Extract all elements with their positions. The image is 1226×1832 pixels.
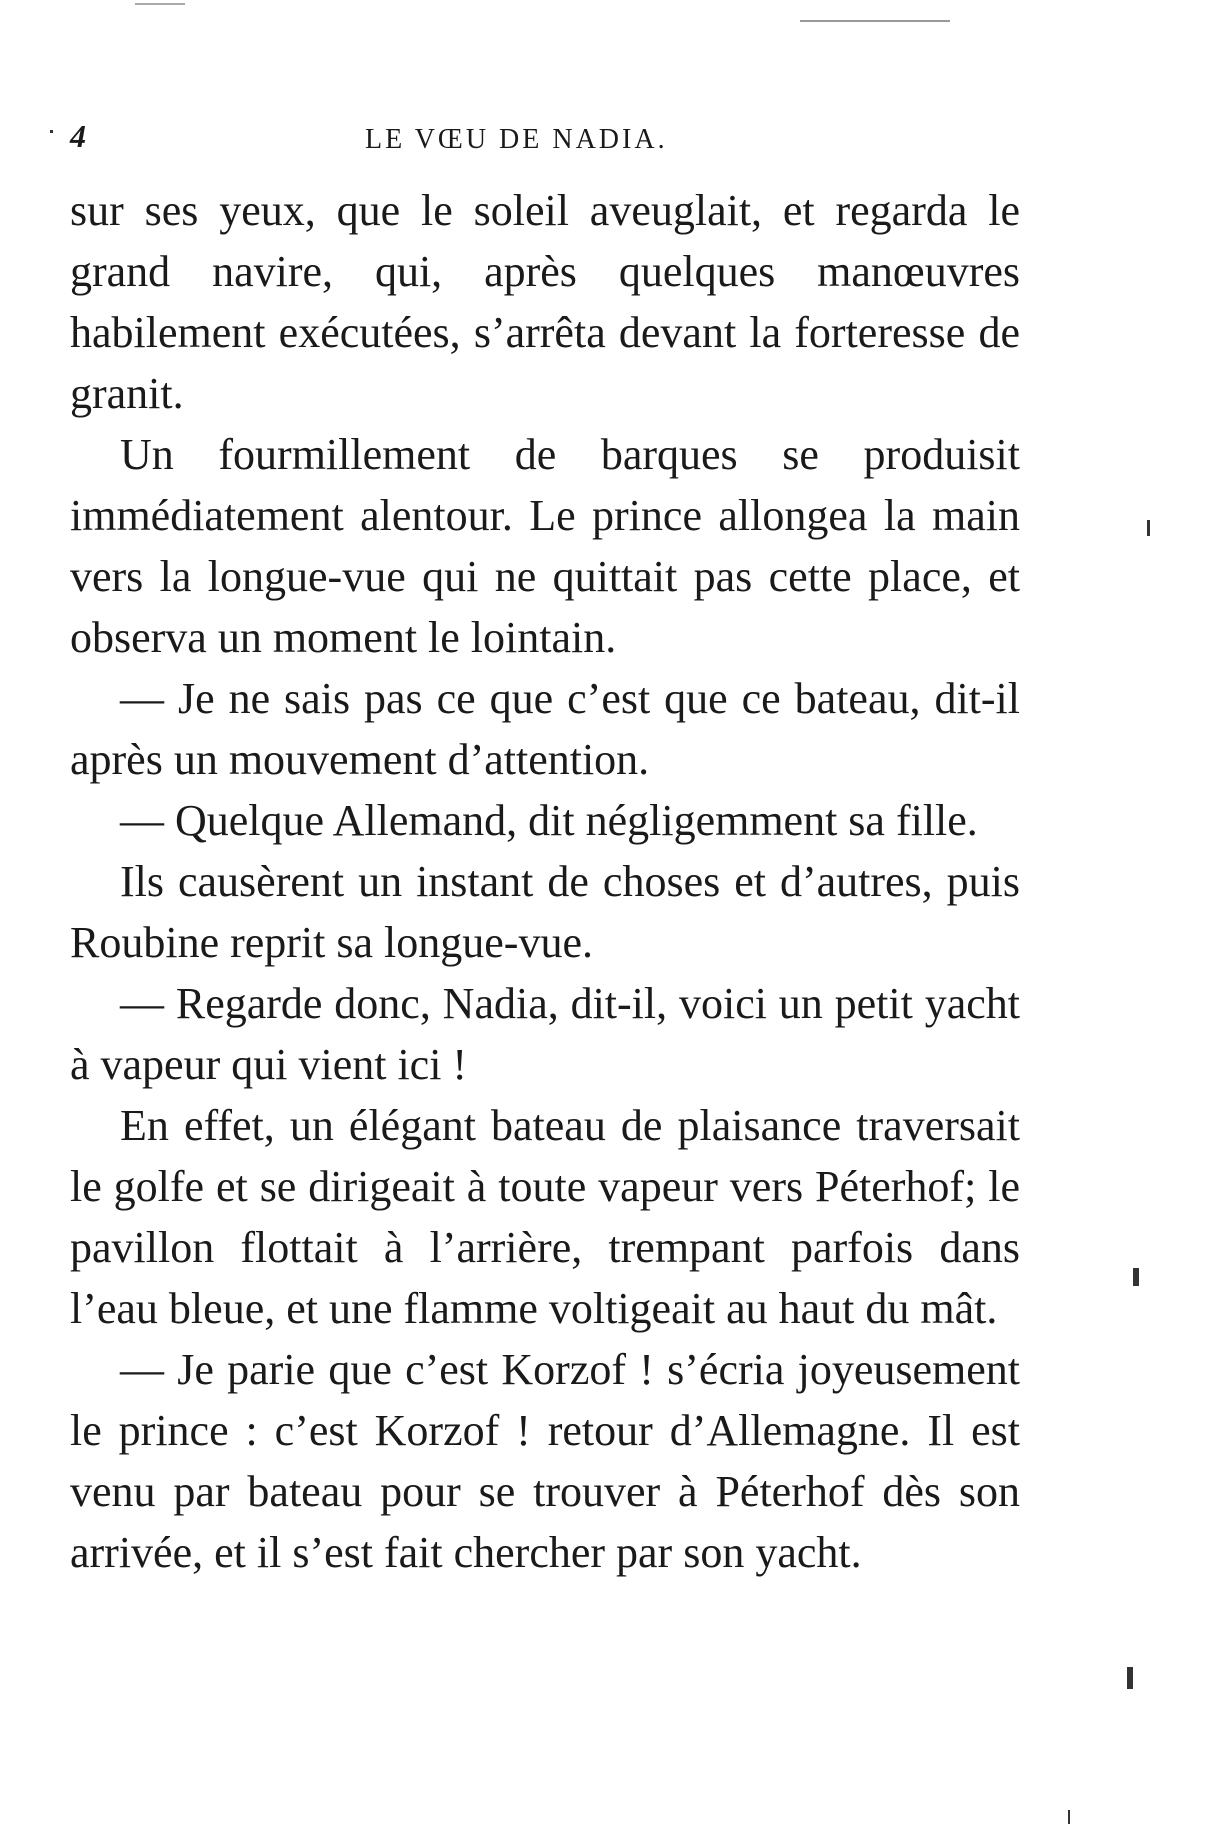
- body-text: [70, 180, 1020, 1583]
- scan-speck: [1133, 1268, 1139, 1286]
- paragraph: Ils causèrent un instant de choses et d’autres, puis Roubine reprit sa longue-vue.: [70, 857, 1020, 967]
- scan-speck: [1127, 1667, 1133, 1689]
- paragraph: — Je parie que c’est Korzof ! s’écria joyeusement le prince : c’est Korzof ! retour d’Allemagne. Il est venu par bateau pour se trouver à Péterhof dès son arrivée, et il s’est fait chercher par son yacht.: [70, 1345, 1020, 1577]
- paragraph: sur ses yeux, que le soleil aveuglait, et regarda le grand navire, qui, après quelques manœuvres habilement exécutées, s’arrêta devant la forteresse de granit.: [70, 186, 1020, 418]
- scan-mark: [800, 20, 950, 22]
- scan-mark: [135, 3, 185, 5]
- paragraph: — Je ne sais pas ce que c’est que ce bateau, dit-il après un mouvement d’attention.: [70, 674, 1020, 784]
- paragraph: — Quelque Allemand, dit négligemment sa fille.: [120, 796, 978, 845]
- scan-speck: [1147, 520, 1150, 536]
- scan-speck: [50, 130, 53, 133]
- page-header: [70, 118, 1020, 158]
- paragraph: Un fourmillement de barques se produisit immédiatement alentour. Le prince allongea la main vers la longue-vue qui ne quittait pas cette place, et observa un moment le lointain.: [70, 430, 1020, 662]
- scan-speck: [1068, 1810, 1070, 1824]
- running-title: LE VŒU DE NADIA.: [365, 124, 668, 155]
- paragraph: En effet, un élégant bateau de plaisance traversait le golfe et se dirigeait à toute vapeur vers Péterhof; le pavillon flottait à l’arrière, trempant parfois dans l’eau bleue, et une flamme voltigeait au haut du mât.: [70, 1101, 1020, 1333]
- paragraph: — Regarde donc, Nadia, dit-il, voici un petit yacht à vapeur qui vient ici !: [70, 979, 1020, 1089]
- page-number: 4: [70, 118, 86, 154]
